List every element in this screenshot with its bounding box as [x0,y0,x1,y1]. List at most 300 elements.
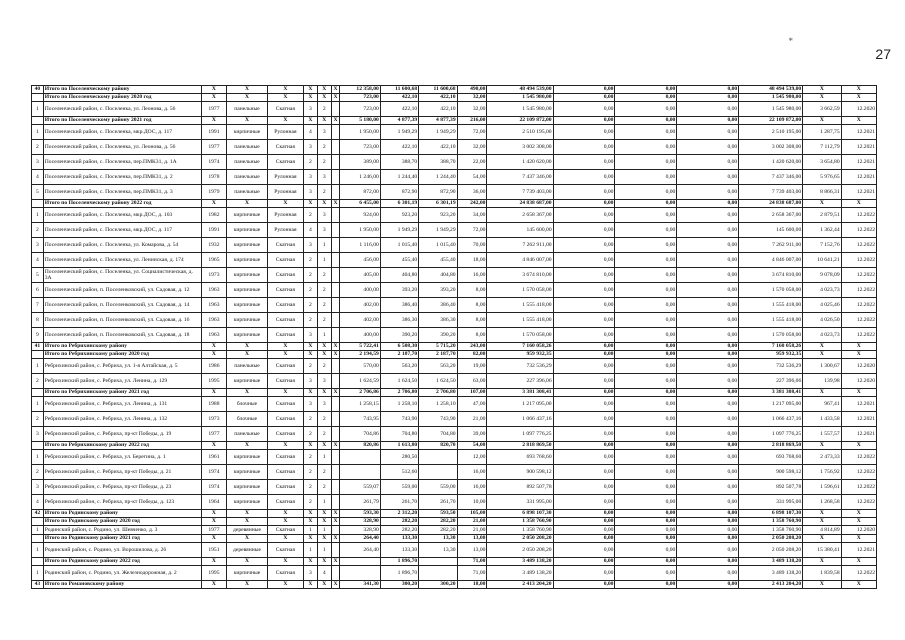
cell-blank [331,480,340,495]
cell-owner-funds: 1 545 980,00 [739,102,803,117]
cell-roof-type: Скатная [267,374,303,389]
cell-blank [331,427,340,442]
table-row [32,298,877,313]
cell-entrances: 1 [317,543,331,558]
cell-total-area: 264,40 [340,535,381,543]
cell-year: X [201,535,227,543]
cell-unit-cost: 2 879,51 [803,208,841,223]
cell-blank [331,140,340,155]
cell-total-area: 723,00 [340,102,381,117]
cell-residential-area: 1 244,40 [419,170,457,185]
cell-entrances: X [317,86,331,94]
cell-roof-type: Скатная [267,543,303,558]
cell-deadline: X [841,510,876,518]
cell-residents: 490,00 [457,86,487,94]
cell-owner-funds: 900 598,12 [739,465,803,480]
cell-year: 1991 [201,125,227,140]
cell-regional-funds: 0,00 [615,480,677,495]
cell-roof-type: Скатная [267,140,303,155]
cell-federal-funds: 0,00 [553,374,615,389]
cell-floors: 2 [304,412,318,427]
cell-deadline: 12.2021 [841,140,876,155]
cell-address: Ребрихинский район, с. Ребриха, ул. Ленина, д. 129 [43,374,201,389]
cell-residents: 21,00 [457,518,487,526]
cell-owner-funds: 24 838 687,00 [739,200,803,208]
table-row [32,170,877,185]
cell-unit-cost: 7 112,79 [803,140,841,155]
cell-regional-funds: 0,00 [615,427,677,442]
cell-residential-area [419,566,457,581]
cell-residents: 47,00 [457,397,487,412]
cell-num: 43 [32,581,44,589]
cell-total-area: 402,00 [340,298,381,313]
cell-year: 1965 [201,253,227,268]
cell-blank: X [331,200,340,208]
cell-regional-funds: 0,00 [615,558,677,566]
cell-local-funds: 0,00 [677,208,739,223]
cell-total-area: 1 258,15 [340,397,381,412]
cell-roof-type: Рулонная [267,125,303,140]
cell-local-funds: 0,00 [677,412,739,427]
cell-unit-cost: X [803,510,841,518]
cell-address: Поселенческий район, с. Поселенка, ул. Социалистическая, д. 3А [43,268,201,283]
cell-entrances: 3 [317,208,331,223]
cell-deadline: 12.2020 [841,374,876,389]
cell-regional-funds: 0,00 [615,397,677,412]
cell-total-area: 1 116,00 [340,238,381,253]
cell-num: 7 [32,298,44,313]
summary-row [32,535,877,543]
cell-residents: 8,00 [457,313,487,328]
cell-unit-cost: 3 662,59 [803,102,841,117]
cell-regional-funds: 0,00 [615,298,677,313]
summary-row [32,442,877,450]
cell-residents: 16,00 [457,268,487,283]
cell-deadline: 12.2022 [841,495,876,510]
cell-total-cost: 1 217 095,00 [487,397,553,412]
cell-federal-funds: 0,00 [553,442,615,450]
table-body [32,86,877,589]
cell-total-area: 1 624,59 [340,374,381,389]
cell-local-funds: 0,00 [677,480,739,495]
cell-roof-type: X [267,535,303,543]
cell-living-area: 1 613,80 [380,442,418,450]
cell-residents: 39,00 [457,427,487,442]
table-row [32,328,877,343]
cell-floors: 3 [304,328,318,343]
cell-year: X [201,200,227,208]
cell-residents: 243,00 [457,343,487,351]
cell-floors: 2 [304,495,318,510]
cell-total-cost: 48 494 539,00 [487,86,553,94]
cell-floors: 3 [304,238,318,253]
cell-residential-area: 455,40 [419,253,457,268]
cell-total-cost: 3 674 810,00 [487,268,553,283]
cell-federal-funds: 0,00 [553,343,615,351]
cell-roof-type: Скатная [267,253,303,268]
cell-total-cost: 959 932,35 [487,351,553,359]
cell-residents: 216,00 [457,117,487,125]
cell-roof-type: X [267,351,303,359]
cell-wall-material: кирпичные [227,253,268,268]
cell-living-area: 872,90 [380,185,418,200]
cell-federal-funds: 0,00 [553,86,615,94]
cell-num: 2 [32,223,44,238]
cell-floors: 1 [304,526,318,535]
cell-address: Ребрихинский район, с. Ребриха, пр-кт Победы, д. 21 [43,465,201,480]
cell-wall-material: панельные [227,140,268,155]
cell-address: Итого по Поселенческому району 2020 год [43,94,201,102]
table-row [32,283,877,298]
cell-owner-funds: 145 600,00 [739,223,803,238]
cell-residents: 71,00 [457,558,487,566]
cell-total-cost: 145 600,00 [487,223,553,238]
cell-residential-area [419,558,457,566]
cell-blank [331,328,340,343]
cell-unit-cost: X [803,535,841,543]
cell-regional-funds: 0,00 [615,581,677,589]
cell-unit-cost: X [803,518,841,526]
cell-residential-area: 404,80 [419,268,457,283]
cell-federal-funds: 0,00 [553,94,615,102]
cell-num: 1 [32,208,44,223]
cell-living-area: 6 508,30 [380,343,418,351]
cell-unit-cost: 1 756,92 [803,465,841,480]
cell-regional-funds: 0,00 [615,238,677,253]
cell-residents: 54,00 [457,442,487,450]
cell-residents: 36,00 [457,185,487,200]
cell-deadline: X [841,117,876,125]
table-row [32,359,877,374]
cell-roof-type: Скатная [267,298,303,313]
cell-roof-type: Рулонная [267,185,303,200]
cell-total-area: 402,00 [340,313,381,328]
cell-unit-cost: 4 814,89 [803,526,841,535]
cell-deadline: 12.2022 [841,566,876,581]
cell-blank [331,170,340,185]
cell-owner-funds: 331 995,00 [739,495,803,510]
cell-total-cost: 892 507,78 [487,480,553,495]
cell-federal-funds: 0,00 [553,223,615,238]
table-row [32,412,877,427]
cell-unit-cost: 10 641,21 [803,253,841,268]
cell-total-cost: 1 545 980,00 [487,102,553,117]
cell-wall-material: панельные [227,185,268,200]
cell-blank: X [331,442,340,450]
cell-address: Итого по Романовскому району [43,581,201,589]
cell-unit-cost: X [803,442,841,450]
cell-blank: X [331,343,340,351]
cell-regional-funds: 0,00 [615,253,677,268]
cell-unit-cost: X [803,200,841,208]
summary-row [32,117,877,125]
cell-local-funds: 0,00 [677,566,739,581]
cell-address: Итого по Поселенческому району 2021 год [43,117,201,125]
cell-year: X [201,389,227,397]
cell-year: 1988 [201,397,227,412]
cell-entrances: X [317,581,331,589]
cell-residential-area: 1 949,29 [419,223,457,238]
cell-total-area: 6 455,00 [340,200,381,208]
cell-living-area: 280,50 [380,450,418,465]
cell-blank [331,223,340,238]
cell-deadline: X [841,343,876,351]
cell-unit-cost: 1 596,61 [803,480,841,495]
cell-federal-funds: 0,00 [553,510,615,518]
cell-total-cost: 1 420 620,00 [487,155,553,170]
cell-floors: 2 [304,313,318,328]
cell-deadline: 12.2021 [841,155,876,170]
cell-owner-funds: 7 160 058,26 [739,343,803,351]
cell-entrances: 3 [317,170,331,185]
cell-address: Итого по Ребрихинскому району [43,343,201,351]
cell-total-area: 743,95 [340,412,381,427]
cell-living-area: 133,30 [380,543,418,558]
cell-local-funds: 0,00 [677,238,739,253]
table-row [32,253,877,268]
cell-total-cost: 1 097 776,25 [487,427,553,442]
cell-wall-material: кирпичные [227,465,268,480]
cell-local-funds: 0,00 [677,442,739,450]
cell-roof-type: Скатная [267,397,303,412]
cell-residential-area: 261,70 [419,495,457,510]
cell-residents: 32,00 [457,94,487,102]
cell-total-cost: 693 768,60 [487,450,553,465]
cell-residents: 71,00 [457,566,487,581]
cell-owner-funds: 22 109 872,00 [739,117,803,125]
cell-entrances: 1 [317,253,331,268]
cell-num: 1 [32,125,44,140]
cell-roof-type: X [267,200,303,208]
cell-residents: 16,00 [457,465,487,480]
cell-unit-cost: 4 023,73 [803,283,841,298]
table-row [32,374,877,389]
cell-unit-cost: 9 078,09 [803,268,841,283]
cell-blank: X [331,518,340,526]
cell-wall-material: панельные [227,427,268,442]
cell-unit-cost: 2 473,33 [803,450,841,465]
cell-total-cost: 2 510 195,00 [487,125,553,140]
cell-num: 42 [32,510,44,518]
cell-local-funds: 0,00 [677,298,739,313]
cell-wall-material: кирпичные [227,125,268,140]
cell-entrances: 3 [317,223,331,238]
table-row [32,495,877,510]
cell-blank [331,208,340,223]
cell-address: Ребрихинский район, с. Ребриха, ул. Ленина, д. 132 [43,412,201,427]
cell-blank: X [331,389,340,397]
cell-residents: 10,00 [457,495,487,510]
cell-wall-material: кирпичные [227,298,268,313]
cell-local-funds: 0,00 [677,140,739,155]
cell-blank [331,465,340,480]
cell-total-area: 593,30 [340,510,381,518]
cell-year: 1932 [201,238,227,253]
cell-local-funds: 0,00 [677,86,739,94]
cell-residents: 63,00 [457,374,487,389]
table-row [32,208,877,223]
cell-unit-cost: 7 152,76 [803,238,841,253]
cell-federal-funds: 0,00 [553,140,615,155]
cell-federal-funds: 0,00 [553,102,615,117]
cell-year: 1986 [201,359,227,374]
cell-roof-type: Скатная [267,283,303,298]
cell-blank: X [331,558,340,566]
cell-owner-funds: 2 818 869,50 [739,442,803,450]
cell-wall-material: панельные [227,155,268,170]
cell-deadline: 12.2020 [841,102,876,117]
table-row [32,465,877,480]
cell-floors: X [304,581,318,589]
cell-entrances: 3 [317,374,331,389]
cell-deadline: 12.2022 [841,328,876,343]
cell-deadline: 12.2022 [841,253,876,268]
cell-residential-area: 872,90 [419,185,457,200]
cell-year: X [201,117,227,125]
cell-residents: 242,00 [457,200,487,208]
cell-total-cost: 6 898 107,30 [487,510,553,518]
cell-total-area: 820,86 [340,442,381,450]
cell-total-cost: 1 545 980,00 [487,94,553,102]
cell-year: X [201,343,227,351]
cell-total-cost: 22 109 872,00 [487,117,553,125]
cell-living-area: 704,80 [380,427,418,442]
cell-total-area: 704,86 [340,427,381,442]
cell-residential-area: 2 706,80 [419,389,457,397]
cell-floors: 3 [304,170,318,185]
table-row [32,450,877,465]
cell-address: Поселенческий район, п. Поселенковский, ул. Садовая, д. 14 [43,298,201,313]
cell-local-funds: 0,00 [677,94,739,102]
cell-entrances: 2 [317,283,331,298]
cell-roof-type: X [267,442,303,450]
cell-roof-type: Скатная [267,313,303,328]
cell-deadline: 12.2022 [841,268,876,283]
cell-address: Итого по Родинскому району 2022 год [43,558,201,566]
cell-residents: 13,00 [457,535,487,543]
cell-address: Поселенческий район, с. Поселенка, мкр.ДОС, д. 117 [43,223,201,238]
cell-total-area: 924,00 [340,208,381,223]
cell-unit-cost: 4 025,46 [803,298,841,313]
cell-unit-cost: X [803,581,841,589]
cell-wall-material: X [227,351,268,359]
cell-owner-funds: 2 510 195,00 [739,125,803,140]
cell-regional-funds: 0,00 [615,328,677,343]
cell-living-area: 923,20 [380,208,418,223]
cell-wall-material: кирпичные [227,268,268,283]
cell-local-funds: 0,00 [677,185,739,200]
cell-residential-area: 386,40 [419,298,457,313]
cell-roof-type: X [267,558,303,566]
cell-blank [331,102,340,117]
cell-living-area: 743,90 [380,412,418,427]
cell-deadline: 12.2022 [841,238,876,253]
cell-entrances: X [317,117,331,125]
cell-living-area: 1 896,70 [380,558,418,566]
cell-num: 4 [32,495,44,510]
cell-total-area: 1 950,00 [340,125,381,140]
cell-floors: X [304,86,318,94]
cell-regional-funds: 0,00 [615,351,677,359]
cell-owner-funds: 7 739 403,00 [739,185,803,200]
cell-deadline: 12.2022 [841,480,876,495]
cell-blank [331,543,340,558]
cell-year: 1974 [201,480,227,495]
cell-roof-type: Скатная [267,465,303,480]
cell-total-cost: 1 066 437,16 [487,412,553,427]
cell-total-cost: 2 658 367,00 [487,208,553,223]
cell-floors: X [304,94,318,102]
cell-deadline: X [841,442,876,450]
cell-deadline: 12.2021 [841,427,876,442]
cell-total-area: 1 246,00 [340,170,381,185]
cell-local-funds: 0,00 [677,155,739,170]
cell-entrances: X [317,558,331,566]
cell-entrances: 1 [317,495,331,510]
cell-owner-funds: 4 846 007,00 [739,253,803,268]
cell-federal-funds: 0,00 [553,389,615,397]
cell-local-funds: 0,00 [677,543,739,558]
cell-blank [331,253,340,268]
table-row [32,155,877,170]
cell-regional-funds: 0,00 [615,374,677,389]
cell-federal-funds: 0,00 [553,268,615,283]
cell-residents: 21,00 [457,412,487,427]
program-table [31,85,877,589]
table-row [32,526,877,535]
cell-wall-material: X [227,535,268,543]
cell-owner-funds: 3 489 138,20 [739,566,803,581]
cell-residential-area: 4 877,39 [419,117,457,125]
cell-federal-funds: 0,00 [553,397,615,412]
summary-row [32,343,877,351]
cell-residents: 18,00 [457,253,487,268]
cell-num: 9 [32,328,44,343]
cell-address: Итого по Поселенческому району 2022 год [43,200,201,208]
cell-unit-cost: 15 380,41 [803,543,841,558]
cell-regional-funds: 0,00 [615,495,677,510]
cell-residential-area: 393,20 [419,283,457,298]
cell-entrances: 4 [317,566,331,581]
summary-row [32,94,877,102]
cell-local-funds: 0,00 [677,117,739,125]
cell-residential-area: 1 015,40 [419,238,457,253]
cell-year: 1982 [201,208,227,223]
cell-total-cost: 1 555 418,00 [487,298,553,313]
cell-total-area: 261,79 [340,495,381,510]
cell-floors: 1 [304,543,318,558]
cell-living-area: 1 624,50 [380,374,418,389]
table-row [32,140,877,155]
cell-regional-funds: 0,00 [615,102,677,117]
cell-living-area: 133,30 [380,535,418,543]
cell-living-area: 6 301,19 [380,200,418,208]
cell-residential-area: 386,30 [419,313,457,328]
cell-residential-area: 1 949,29 [419,125,457,140]
cell-year: 1961 [201,450,227,465]
cell-residential-area [419,465,457,480]
cell-year: 1974 [201,155,227,170]
cell-regional-funds: 0,00 [615,125,677,140]
cell-blank: X [331,351,340,359]
cell-wall-material: X [227,94,268,102]
cell-wall-material: X [227,510,268,518]
cell-federal-funds: 0,00 [553,427,615,442]
cell-entrances: 2 [317,185,331,200]
cell-living-area: 1 949,29 [380,223,418,238]
cell-unit-cost: X [803,94,841,102]
cell-address: Поселенческий район, с. Поселенка, мкр.ДОС, д. 103 [43,208,201,223]
